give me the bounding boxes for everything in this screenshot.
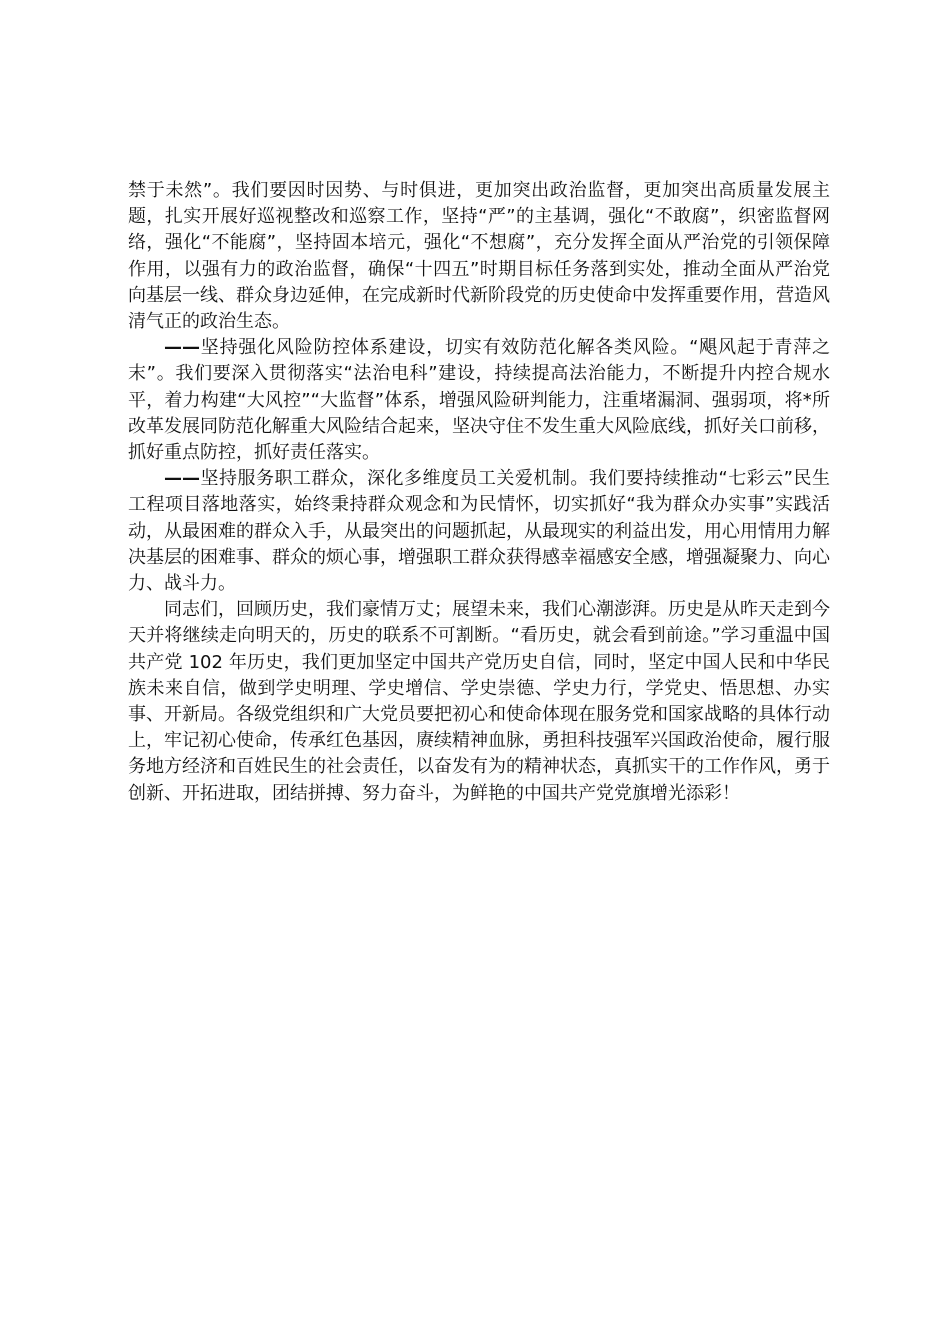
paragraph-dash-lead: ——	[164, 468, 200, 490]
document-body	[128, 178, 830, 807]
paragraph-closing	[128, 597, 830, 807]
paragraph-risk-control	[128, 335, 830, 466]
paragraph-serve-workers	[128, 466, 830, 597]
paragraph-dash-lead: ——	[164, 337, 200, 359]
paragraph-continuation	[128, 178, 830, 335]
paragraph-text: 坚持强化风险防控体系建设，切实有效防范化解各类风险。“飓风起于青萍之末”。我们要深入贯彻落实“法治电科”建设，持续提高法治能力，不断提升内控合规水平，着力构建“大风控”“大监督”体系，增强风险研判能力，注重堵漏洞、强弱项，将*所改革发展同防范化解重大风险结合起来，坚决守住不发生重大风险底线，抓好关口前移，抓好重点防控，抓好责任落实。	[128, 337, 830, 464]
paragraph-text: 同志们，回顾历史，我们豪情万丈；展望未来，我们心潮澎湃。历史是从昨天走到今天并将继续走向明天的，历史的联系不可割断。“看历史，就会看到前途。”学习重温中国共产党 102 年历史，我们更加坚定中国共产党历史自信，同时，坚定中国人民和中华民族未来自信，做到学史明理、学史增信、学史崇德、学史力行，学党史、悟思想、办实事、开新局。各级党组织和广大党员要把初心和使命体现在服务党和国家战略的具体行动上，牢记初心使命，传承红色基因，赓续精神血脉，勇担科技强军兴国政治使命，履行服务地方经济和百姓民生的社会责任，以奋发有为的精神状态，真抓实干的工作作风，勇于创新、开拓进取，团结拼搏、努力奋斗，为鲜艳的中国共产党党旗增光添彩！	[128, 599, 830, 804]
paragraph-text: 坚持服务职工群众，深化多维度员工关爱机制。我们要持续推动“七彩云”民生工程项目落地落实，始终秉持群众观念和为民情怀，切实抓好“我为群众办实事”实践活动，从最困难的群众入手，从最突出的问题抓起，从最现实的利益出发，用心用情用力解决基层的困难事、群众的烦心事，增强职工群众获得感幸福感安全感，增强凝聚力、向心力、战斗力。	[128, 468, 830, 595]
paragraph-text: 禁于未然”。我们要因时因势、与时俱进，更加突出政治监督，更加突出高质量发展主题，扎实开展好巡视整改和巡察工作，坚持“严”的主基调，强化“不敢腐”，织密监督网络，强化“不能腐”，坚持固本培元，强化“不想腐”，充分发挥全面从严治党的引领保障作用，以强有力的政治监督，确保“十四五”时期目标任务落到实处，推动全面从严治党向基层一线、群众身边延伸，在完成新时代新阶段党的历史使命中发挥重要作用，营造风清气正的政治生态。	[128, 180, 830, 333]
